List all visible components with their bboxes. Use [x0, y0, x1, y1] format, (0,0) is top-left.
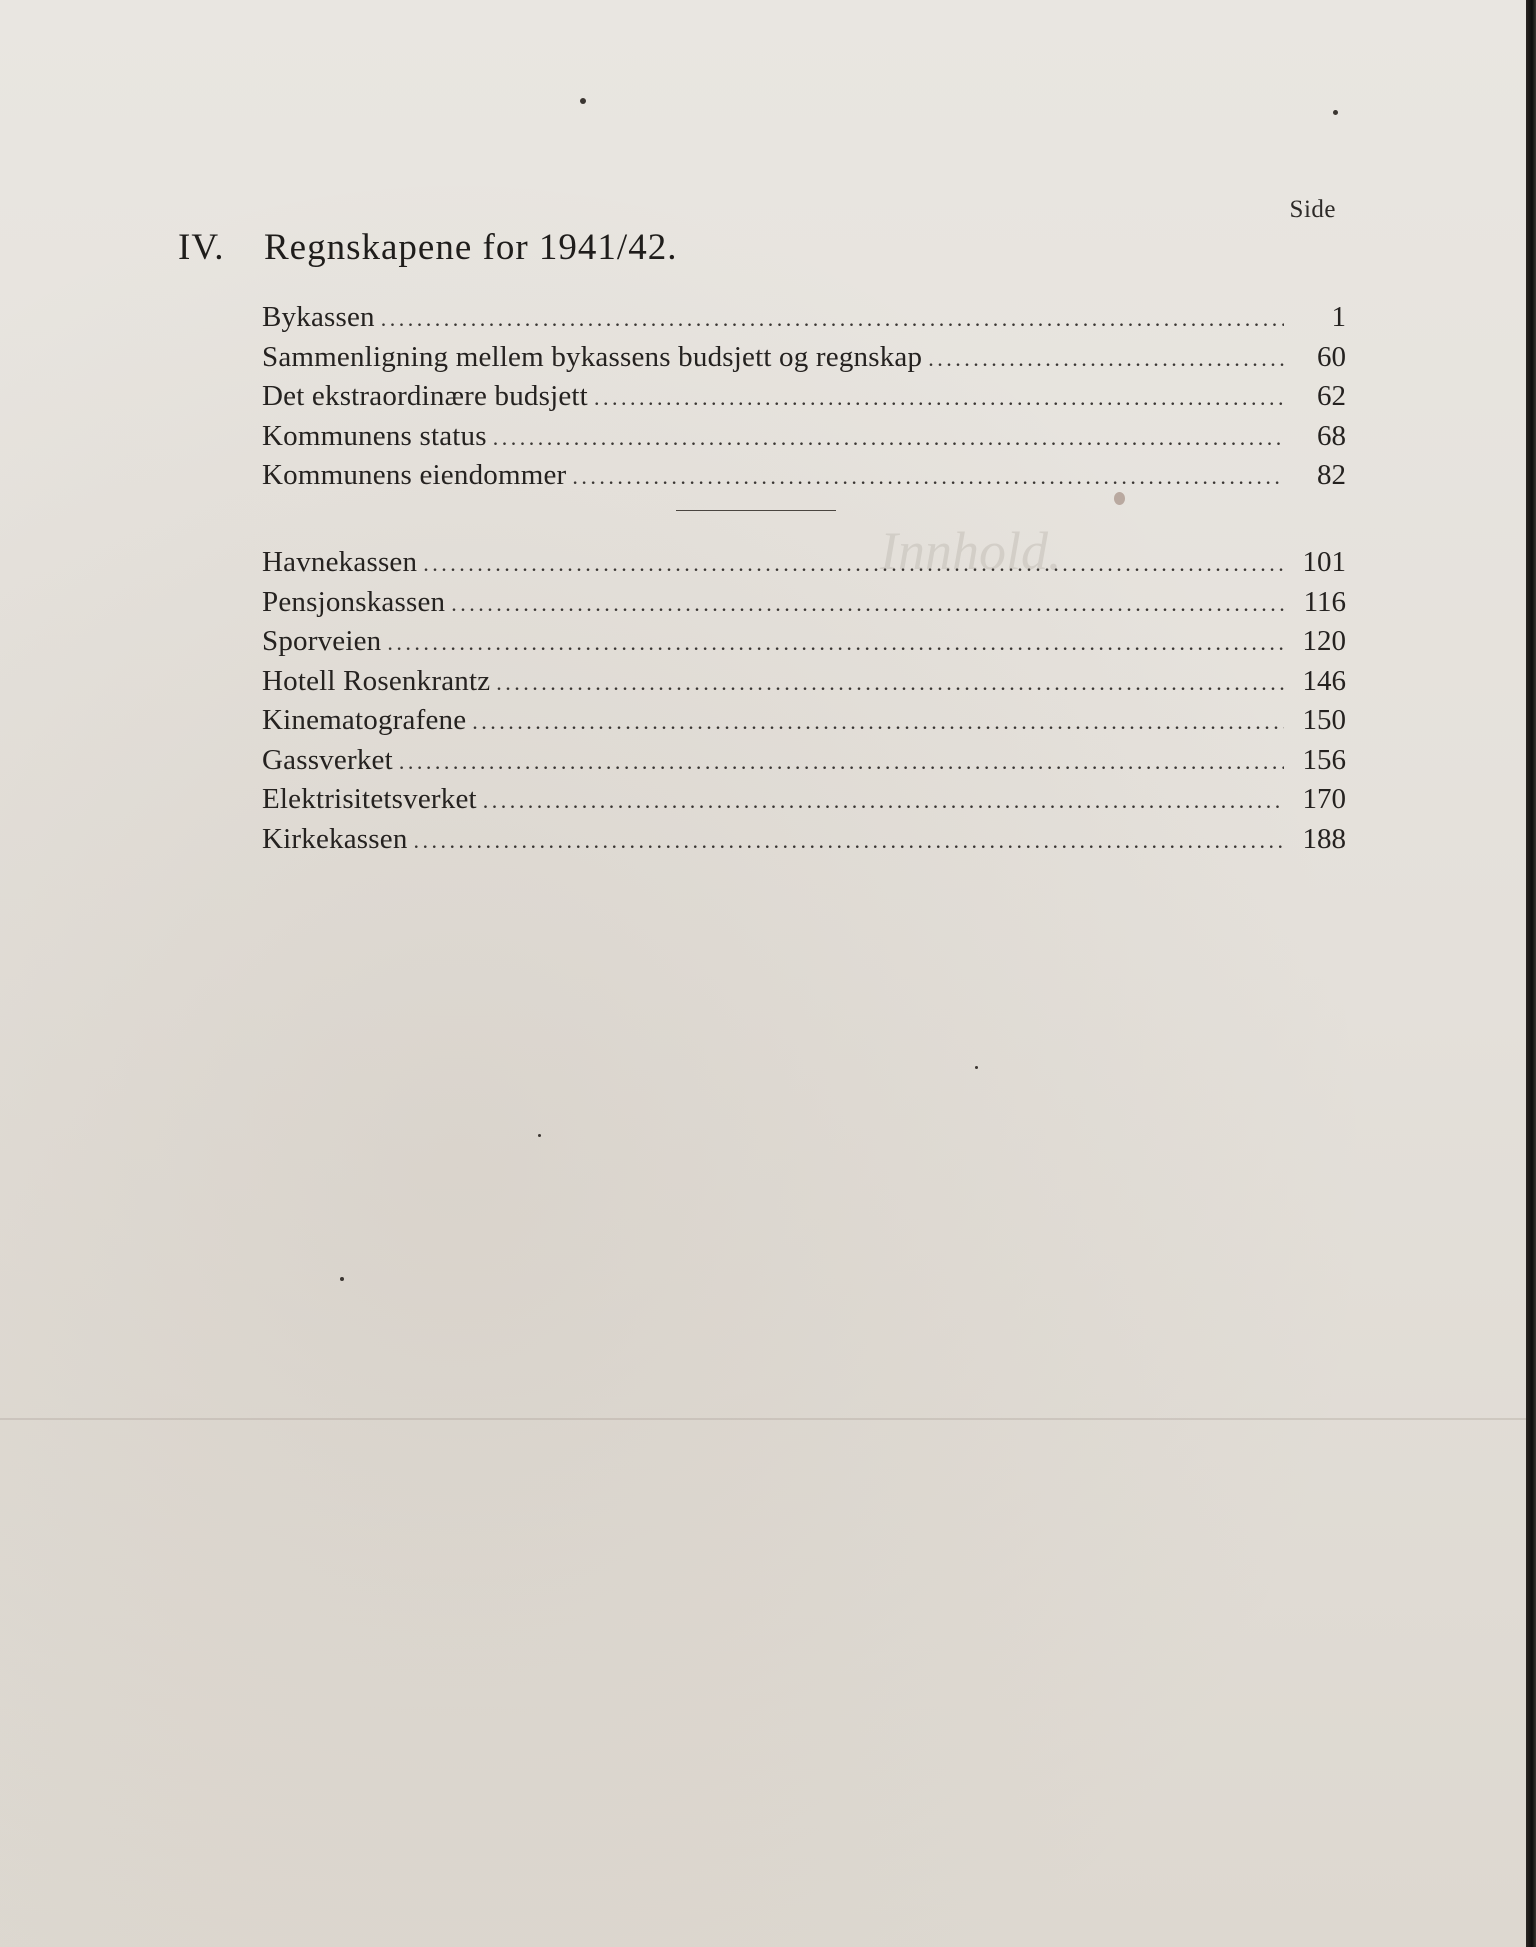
toc-entry — [262, 662, 1346, 702]
section-numeral: IV. — [178, 227, 225, 268]
paper-speck — [580, 98, 586, 104]
toc-entry-page: 62 — [1317, 380, 1346, 412]
paper-speck — [1114, 492, 1125, 505]
toc-entry-label: Elektrisitetsverket — [262, 783, 477, 815]
dot-leader — [928, 339, 1284, 379]
toc-entry — [262, 417, 1346, 457]
toc-group-main — [262, 298, 1346, 496]
toc-entry-label: Hotell Rosenkrantz — [262, 664, 491, 697]
toc-entry-label: Gassverket — [262, 743, 393, 776]
toc-entry-page: 116 — [1303, 585, 1346, 618]
dot-leader — [572, 457, 1284, 497]
dot-leader — [594, 378, 1284, 418]
toc-entry-page: 101 — [1302, 546, 1346, 578]
dot-leader — [423, 544, 1284, 584]
toc-entry-label: Sammenligning mellem bykassens budsjett og regnskap — [262, 340, 923, 373]
paper-speck — [1333, 110, 1338, 115]
toc-entry-label: Pensjonskassen — [262, 585, 446, 618]
toc-entry-label: Bykassen — [262, 301, 375, 333]
toc-entry-label: Kommunens eiendommer — [262, 459, 567, 491]
toc-entry-page: 68 — [1317, 419, 1346, 452]
paper-speck — [340, 1277, 344, 1281]
toc-entry-page: 146 — [1302, 664, 1346, 697]
paper-speck — [975, 1066, 978, 1069]
toc-entry-page: 188 — [1302, 822, 1346, 855]
paper-speck — [538, 1134, 541, 1137]
toc-entry-page: 1 — [1331, 301, 1346, 333]
toc-entry — [262, 780, 1346, 820]
binding-edge — [1526, 0, 1536, 1947]
section-title: Regnskapene for 1941/42. — [264, 227, 678, 268]
toc-entry — [262, 741, 1346, 781]
toc-entry-page: 170 — [1302, 783, 1346, 815]
toc-entry — [262, 701, 1346, 741]
toc-entry-label: Kinematografene — [262, 704, 467, 736]
section-heading — [178, 226, 677, 269]
toc-entry — [262, 583, 1346, 623]
dot-leader — [493, 418, 1284, 458]
paper-fold — [0, 1418, 1526, 1420]
page-column-label: Side — [1289, 196, 1336, 223]
toc-entry — [262, 377, 1346, 417]
toc-entry-label: Sporveien — [262, 625, 382, 657]
dot-leader — [414, 821, 1284, 861]
toc-entry — [262, 338, 1346, 378]
toc-entry-page: 120 — [1302, 625, 1346, 657]
dot-leader — [496, 663, 1284, 703]
toc-entry — [262, 622, 1346, 662]
toc-entry-page: 156 — [1302, 743, 1346, 776]
toc-entry-label: Havnekassen — [262, 546, 418, 578]
toc-entry — [262, 820, 1346, 860]
toc-group-enterprises — [262, 543, 1346, 859]
toc-entry — [262, 543, 1346, 583]
toc-entry-label: Kommunens status — [262, 419, 487, 452]
toc-entry-page: 60 — [1317, 340, 1346, 373]
dot-leader — [381, 299, 1284, 339]
toc-entry — [262, 298, 1346, 338]
dot-leader — [472, 702, 1284, 742]
toc-entry-page: 82 — [1317, 459, 1346, 491]
section-divider — [676, 510, 836, 511]
dot-leader — [399, 742, 1284, 782]
toc-entry-label: Det ekstraordinære budsjett — [262, 380, 588, 412]
dot-leader — [387, 623, 1284, 663]
show-through-text: Innhold. — [880, 521, 1062, 581]
dot-leader — [483, 781, 1284, 821]
dot-leader — [451, 584, 1284, 624]
toc-entry — [262, 456, 1346, 496]
toc-entry-label: Kirkekassen — [262, 822, 408, 855]
toc-entry-page: 150 — [1302, 704, 1346, 736]
